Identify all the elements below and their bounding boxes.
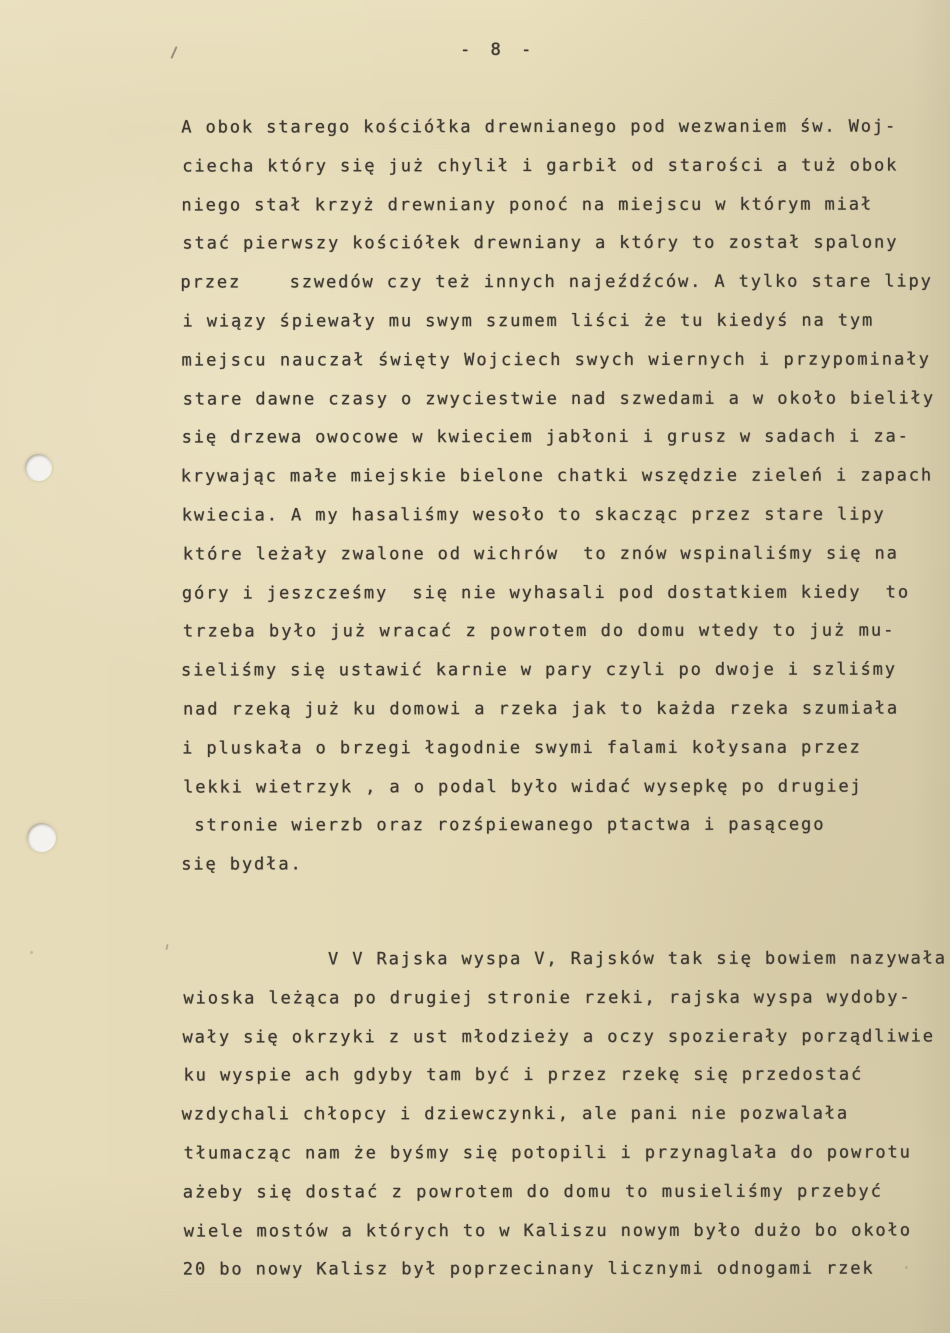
text-line: się drzewa owocowe w kwieciem jabłoni i grusz w sadach i za- <box>181 426 910 448</box>
text-line: miejscu nauczał święty Wojciech swych wiernych i przypominały <box>181 349 931 371</box>
text-line: które leżały zwalone od wichrów to znów wspinaliśmy się na <box>182 543 899 565</box>
text-line: stronie wierzb oraz rozśpiewanego ptactwa i pasącego <box>182 814 826 836</box>
ink-speck <box>165 944 168 950</box>
pen-mark <box>170 46 177 59</box>
text-line: kwiecia. A my hasaliśmy wesoło to skacząc przez stare lipy <box>181 504 886 526</box>
punch-hole-top <box>25 454 52 481</box>
text-line: ku wyspie ach gdyby tam być i przez rzekę się przedostać <box>183 1064 864 1086</box>
text-line: niego stał krzyż drewniany ponoć na miejscu w którym miał <box>181 194 874 216</box>
paragraph-1 <box>181 107 944 884</box>
page-number: - 8 - <box>460 40 537 60</box>
text-line: i pluskała o brzegi łagodnie swymi falami kołysana przez <box>182 737 862 759</box>
typewritten-text <box>181 107 945 1289</box>
text-line: sieliśmy się ustawić karnie w pary czyli po dwoje i szliśmy <box>180 659 897 681</box>
text-line: i wiązy śpiewały mu swym szumem liści że tu kiedyś na tym <box>182 310 875 332</box>
text-line: A obok starego kościółka drewnianego pod wezwaniem św. Woj- <box>181 116 898 138</box>
text-line: wały się okrzyki z ust młodzieży a oczy spozierały porządliwie <box>182 1026 935 1048</box>
text-line: się bydła. <box>181 854 303 875</box>
text-line: góry i jeszcześmy się nie wyhasali pod dostatkiem kiedy to <box>181 582 910 604</box>
text-line: 20 bo nowy Kalisz był poprzecinany licznymi odnogami rzek <box>182 1258 875 1280</box>
text-line: przez szwedów czy też innych najeźdźców. A tylko stare lipy <box>180 271 933 293</box>
paragraph-2 <box>181 939 947 1289</box>
text-line: lekki wietrzyk , a o podal było widać wysepkę po drugiej <box>183 776 863 798</box>
ink-speck <box>30 951 33 954</box>
text-line: ażeby się dostać z powrotem do domu to musieliśmy przebyć <box>182 1181 883 1203</box>
text-line: tłumacząc nam że byśmy się potopili i przynaglała do powrotu <box>183 1142 912 1164</box>
text-line: wioska leżąca po drugiej stronie rzeki, rajska wyspa wydoby- <box>183 987 912 1009</box>
text-line: krywając małe miejskie bielone chatki wszędzie zieleń i zapach <box>180 465 934 487</box>
text-line: wiele mostów a których to w Kaliszu nowym było dużo bo około <box>183 1220 912 1242</box>
text-line: trzeba było już wracać z powrotem do domu wtedy to już mu- <box>182 620 896 642</box>
text-line: nad rzeką już ku domowi a rzeka jak to każda rzeka szumiała <box>183 698 899 720</box>
punch-hole-bottom <box>27 823 56 852</box>
text-line: stare dawne czasy o zwyciestwie nad szwedami a w około bieliły <box>182 388 935 410</box>
text-line: ciecha który się już chylił i garbił od starości a tuż obok <box>182 155 899 177</box>
text-line: stać pierwszy kościółek drewniany a który to został spalony <box>182 232 899 254</box>
text-line: wzdychali chłopcy i dziewczynki, ale pani nie pozwalała <box>181 1103 850 1125</box>
text-line: V V Rajska wyspa V, Rajsków tak się bowiem nazywała <box>182 948 947 970</box>
